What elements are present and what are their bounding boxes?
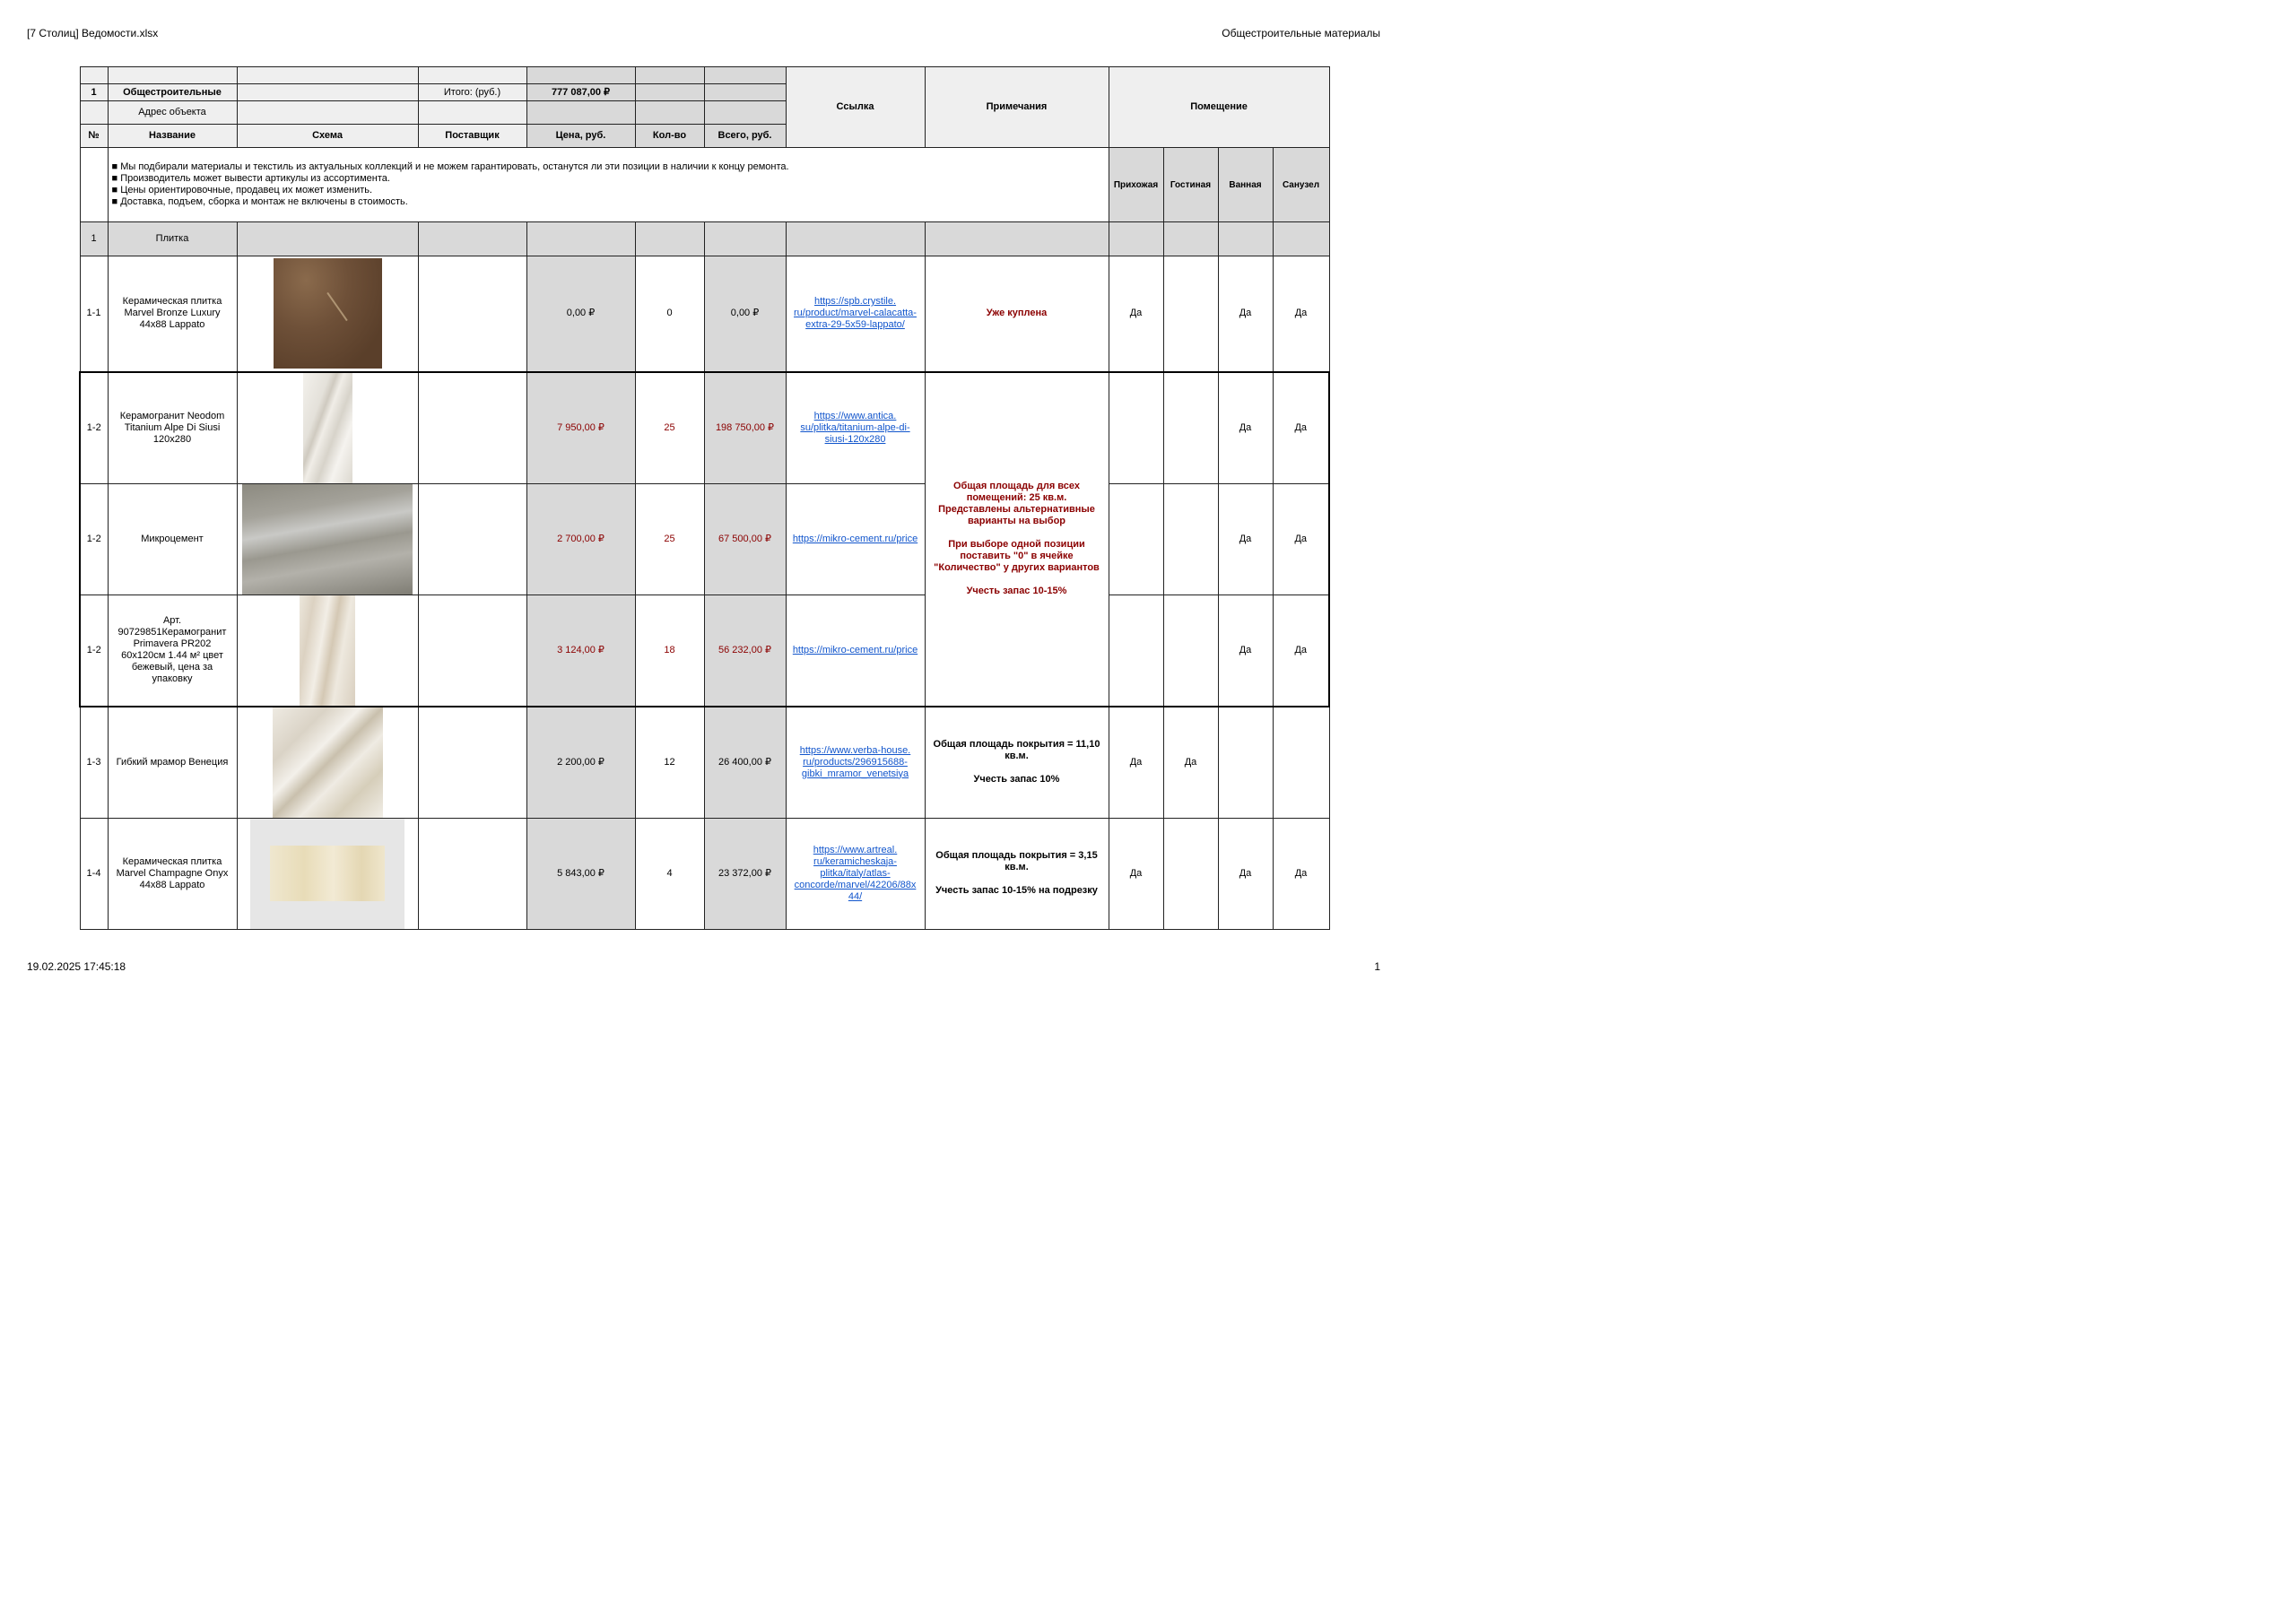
link-line[interactable]: 44/ [848,890,863,902]
table-row [80,707,1329,819]
link-line[interactable]: plitka/italy/atlas- [820,867,891,879]
note-line: Учесть запас 10% [973,774,1060,785]
room-hallway: Прихожая [1109,148,1163,222]
link-line[interactable]: https://mikro-cement.ru/price [792,644,918,655]
address-label: Адрес объекта [108,101,237,125]
room-flag: Да [1273,372,1329,484]
link-line[interactable]: extra-29-5x59-lappato/ [805,319,905,331]
room-flag: Да [1218,483,1273,595]
col-link-header: Ссылка [786,67,925,148]
row-name: Арт. 90729851Керамогранит Primavera PR202 60x120см 1.44 м² цвет бежевый, цена за упаковку [108,595,237,707]
room-flag: Да [1109,256,1163,372]
row-name: Керамогранит Neodom Titanium Alpe Di Siusi 120x280 [108,372,237,484]
row-total: 26 400,00 ₽ [704,707,786,819]
row-total: 0,00 ₽ [704,256,786,372]
room-flag: Да [1273,595,1329,707]
room-flag: Да [1218,372,1273,484]
room-flag: Да [1273,483,1329,595]
room-flag [1109,483,1163,595]
row-qty: 25 [635,483,704,595]
table-row [80,483,1329,595]
row-total: 67 500,00 ₽ [704,483,786,595]
disclaimer-row [80,148,1329,222]
note-line [928,762,1106,774]
row-qty: 0 [635,256,704,372]
room-flag [1109,372,1163,484]
row-name: Микроцемент [108,483,237,595]
link-line[interactable]: siusi-120x280 [824,433,886,445]
room-flag: Да [1273,818,1329,929]
group-name: Плитка [108,222,237,256]
product-link[interactable] [786,707,925,819]
marble-slab-swatch-icon [303,373,352,483]
group-row [80,222,1329,256]
row-no: 1-1 [80,256,108,372]
total-label: Итого: (руб.) [418,84,526,101]
disclaimer-line: ■ Мы подбирали материалы и текстиль из актуальных коллекций и не можем гарантировать, останутся ли эти позиции в наличии к концу ремонта. [111,161,789,172]
row-name: Керамическая плитка Marvel Bronze Luxury 44x88 Lappato [108,256,237,372]
flexible-marble-swatch-icon [273,707,383,818]
col-name-header: Название [108,125,237,148]
microcement-swatch-icon [242,484,413,595]
disclaimer-line: ■ Цены ориентировочные, продавец их может изменить. [111,185,373,195]
group-no: 1 [80,222,108,256]
row-no: 1-2 [80,483,108,595]
link-line[interactable]: ru/product/marvel-calacatta- [794,308,917,319]
row-price: 2 700,00 ₽ [526,483,635,595]
col-qty-header: Кол-во [635,125,704,148]
champagne-onyx-swatch-icon [250,819,404,929]
disclaimer-line: ■ Доставка, подъем, сборка и монтаж не включены в стоимость. [111,196,408,207]
room-flag [1163,595,1218,707]
section-name: Общестроительные [108,84,237,101]
bronze-tile-swatch-icon [270,258,386,369]
row-qty: 4 [635,818,704,929]
note-line: При выборе одной позиции поставить "0" в ячейке "Количество" у других вариантов [934,539,1100,573]
room-flag [1218,707,1273,819]
room-flag [1109,595,1163,707]
note-line: Общая площадь покрытия = 3,15 кв.м. [935,850,1098,872]
disclaimer-line: ■ Производитель может вывести артикулы из ассортимента. [111,173,390,184]
link-line[interactable]: ru/keramicheskaja- [813,855,897,867]
room-flag [1163,483,1218,595]
table-row [80,372,1329,484]
row-total: 198 750,00 ₽ [704,372,786,484]
product-link[interactable] [786,818,925,929]
room-flag [1273,707,1329,819]
row-no: 1-3 [80,707,108,819]
row-note [925,707,1109,819]
table-row [80,256,1329,372]
row-note [925,818,1109,929]
row-total: 23 372,00 ₽ [704,818,786,929]
link-line[interactable]: https://www.artreal. [813,844,898,855]
room-flag: Да [1109,707,1163,819]
note-line: Представлены альтернативные варианты на выбор [938,504,1095,526]
room-flag: Да [1109,818,1163,929]
room-flag [1163,818,1218,929]
link-line[interactable]: gibki_mramor_venetsiya [801,768,909,779]
room-flag: Да [1218,256,1273,372]
col-no-header: № [80,125,108,148]
row-price: 2 200,00 ₽ [526,707,635,819]
room-flag: Да [1218,818,1273,929]
row-price: 7 950,00 ₽ [526,372,635,484]
row-qty: 12 [635,707,704,819]
page-number: 1 [1374,960,1380,973]
primavera-tile-swatch-icon [300,595,355,706]
row-name: Гибкий мрамор Венеция [108,707,237,819]
room-flag [1163,256,1218,372]
product-link[interactable] [786,595,925,707]
spec-table [79,66,1330,930]
table-row [80,595,1329,707]
col-total-header: Всего, руб. [704,125,786,148]
print-timestamp: 19.02.2025 17:45:18 [27,960,126,973]
note-line [928,873,1106,885]
file-title: [7 Столиц] Ведомости.xlsx [27,27,159,39]
product-link[interactable] [786,483,925,595]
section-no: 1 [80,84,108,101]
col-price-header: Цена, руб. [526,125,635,148]
row-qty: 18 [635,595,704,707]
link-line[interactable]: https://mikro-cement.ru/price [792,533,918,544]
row-no: 1-2 [80,595,108,707]
link-line[interactable]: su/plitka/titanium-alpe-di- [800,421,910,433]
note-line: Учесть запас 10-15% на подрезку [935,885,1098,896]
product-link[interactable] [786,256,925,372]
table-row [80,818,1329,929]
row-qty: 25 [635,372,704,484]
link-line[interactable]: https://spb.crystile. [813,296,897,308]
note-line: Учесть запас 10-15% [966,586,1067,596]
room-flag: Да [1218,595,1273,707]
note-line: Общая площадь для всех помещений: 25 кв.м. [952,481,1081,503]
product-link[interactable] [786,372,925,484]
link-line[interactable]: ru/products/296915688- [803,756,908,768]
link-line[interactable]: https://www.verba-house. [799,744,911,756]
room-flag: Да [1163,707,1218,819]
room-flag: Да [1273,256,1329,372]
row-price: 3 124,00 ₽ [526,595,635,707]
row-price: 0,00 ₽ [526,256,635,372]
blank-row [80,67,1329,84]
link-line[interactable]: https://www.antica. [813,410,897,421]
row-note: Уже куплена [925,256,1109,372]
row-price: 5 843,00 ₽ [526,818,635,929]
note-line [928,574,1106,586]
row-no: 1-4 [80,818,108,929]
room-toilet: Санузел [1273,148,1329,222]
sheet-title: Общестроительные материалы [1222,27,1380,39]
note-line: Общая площадь покрытия = 11,10 кв.м. [933,739,1100,761]
col-room-header: Помещение [1109,67,1329,148]
col-notes-header: Примечания [925,67,1109,148]
disclaimer [108,148,1109,222]
col-scheme-header: Схема [237,125,418,148]
row-no: 1-2 [80,372,108,484]
note-line [928,527,1106,539]
room-flag [1163,372,1218,484]
row-name: Керамическая плитка Marvel Champagne Onyx 44x88 Lappato [108,818,237,929]
merged-note [925,372,1109,707]
link-line[interactable]: concorde/marvel/42206/88x [794,879,917,890]
col-supplier-header: Поставщик [418,125,526,148]
room-living: Гостиная [1163,148,1218,222]
room-bathroom: Ванная [1218,148,1273,222]
total-value: 777 087,00 ₽ [526,84,635,101]
row-total: 56 232,00 ₽ [704,595,786,707]
